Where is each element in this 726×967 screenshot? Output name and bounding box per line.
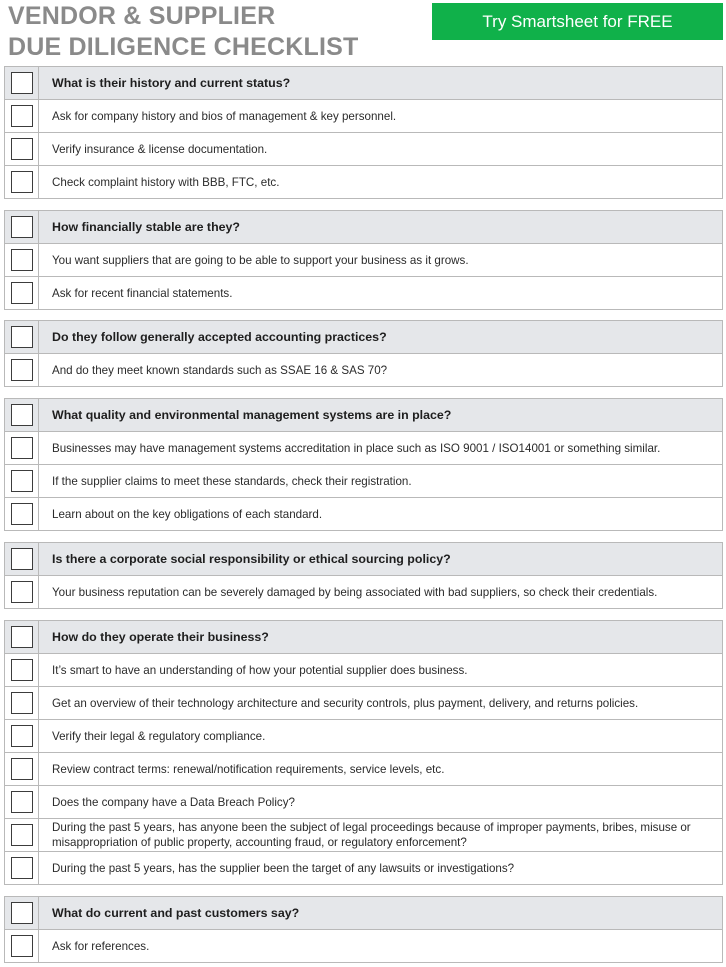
title-line-2: DUE DILIGENCE CHECKLIST [8,33,359,61]
checkbox[interactable] [11,791,33,813]
item-text: Businesses may have management systems accreditation in place such as ISO 9001 / ISO14001 or something similar. [52,441,661,455]
checkbox-cell [5,654,39,686]
checkbox[interactable] [11,72,33,94]
checklist-item [4,930,723,963]
item-text: Verify insurance & license documentation. [52,142,268,156]
checklist-item [4,720,723,753]
section-heading: What is their history and current status? [52,75,291,90]
checkbox-cell [5,432,39,464]
checklist-section [4,320,723,387]
section-heading: How financially stable are they? [52,219,240,234]
checkbox[interactable] [11,326,33,348]
item-text: And do they meet known standards such as SSAE 16 & SAS 70? [52,363,388,377]
checkbox[interactable] [11,692,33,714]
checklist-item [4,465,723,498]
item-text: Ask for recent financial statements. [52,286,233,300]
checklist-item [4,576,723,609]
section-heading-row [4,621,723,654]
header [0,0,726,62]
item-text: Verify their legal & regulatory compliance. [52,729,266,743]
section-heading: What do current and past customers say? [52,905,300,920]
checkbox-cell [5,687,39,719]
checkbox[interactable] [11,404,33,426]
item-text: Check complaint history with BBB, FTC, etc. [52,175,280,189]
checkbox[interactable] [11,725,33,747]
checkbox[interactable] [11,659,33,681]
checklist-section [4,542,723,609]
checklist-item [4,354,723,387]
item-text: During the past 5 years, has anyone been the subject of legal proceedings because of improper payments, bribes, misuse or misappropriation of public property, accounting fraud, or regulatory enforcement? [52,821,691,849]
checkbox-cell [5,753,39,785]
checklist-item [4,687,723,720]
checkbox-cell [5,576,39,608]
checklist-item [4,819,723,852]
section-heading-row [4,67,723,100]
checkbox-cell [5,498,39,530]
item-text: Review contract terms: renewal/notification requirements, service levels, etc. [52,762,445,776]
checklist-item [4,133,723,166]
checkbox-cell [5,277,39,309]
section-heading: How do they operate their business? [52,629,269,644]
checkbox-cell [5,399,39,431]
checkbox[interactable] [11,824,33,846]
page-title [8,1,358,63]
try-smartsheet-button[interactable]: Try Smartsheet for FREE [432,3,723,40]
checkbox-cell [5,852,39,884]
section-heading-row [4,399,723,432]
section-heading-row [4,897,723,930]
checkbox[interactable] [11,437,33,459]
section-heading-row [4,543,723,576]
item-text: You want suppliers that are going to be able to support your business as it grows. [52,253,469,267]
checkbox-cell [5,897,39,929]
checklist-section [4,66,723,199]
section-heading: What quality and environmental management systems are in place? [52,407,452,422]
checkbox[interactable] [11,359,33,381]
checkbox-cell [5,100,39,132]
checkbox-cell [5,321,39,353]
checkbox-cell [5,67,39,99]
checkbox-cell [5,819,39,851]
checkbox[interactable] [11,626,33,648]
checkbox[interactable] [11,581,33,603]
checkbox-cell [5,354,39,386]
section-heading-row [4,211,723,244]
checklist-section [4,398,723,531]
checkbox-cell [5,621,39,653]
checkbox[interactable] [11,902,33,924]
item-text: If the supplier claims to meet these standards, check their registration. [52,474,412,488]
checkbox[interactable] [11,470,33,492]
section-heading: Is there a corporate social responsibility or ethical sourcing policy? [52,551,451,566]
checkbox-cell [5,133,39,165]
checkbox[interactable] [11,138,33,160]
checkbox[interactable] [11,548,33,570]
item-text: Get an overview of their technology architecture and security controls, plus payment, delivery, and returns policies. [52,696,639,710]
checklist-section [4,620,723,885]
checkbox[interactable] [11,105,33,127]
checkbox-cell [5,166,39,198]
checklist-item [4,786,723,819]
checkbox[interactable] [11,503,33,525]
checkbox-cell [5,786,39,818]
checkbox[interactable] [11,857,33,879]
item-text: Learn about on the key obligations of each standard. [52,507,323,521]
checkbox-cell [5,244,39,276]
checklist-item [4,244,723,277]
checklist-item [4,100,723,133]
checkbox[interactable] [11,171,33,193]
item-text: Ask for company history and bios of management & key personnel. [52,109,397,123]
checklist-section [4,210,723,310]
checklist-item [4,277,723,310]
item-text: It’s smart to have an understanding of how your potential supplier does business. [52,663,468,677]
checkbox[interactable] [11,216,33,238]
checklist-item [4,432,723,465]
checklist [4,66,723,967]
checkbox-cell [5,720,39,752]
checkbox[interactable] [11,249,33,271]
checkbox-cell [5,211,39,243]
item-text: During the past 5 years, has the supplier been the target of any lawsuits or investigations? [52,861,515,875]
checkbox-cell [5,543,39,575]
section-heading-row [4,321,723,354]
checkbox[interactable] [11,758,33,780]
checklist-section [4,896,723,963]
item-text: Ask for references. [52,939,150,953]
title-line-1: VENDOR & SUPPLIER [8,2,276,30]
checklist-item [4,166,723,199]
checkbox-cell [5,465,39,497]
checklist-item [4,498,723,531]
section-heading: Do they follow generally accepted accounting practices? [52,329,387,344]
checkbox[interactable] [11,935,33,957]
item-text: Does the company have a Data Breach Policy? [52,795,295,809]
item-text: Your business reputation can be severely damaged by being associated with bad suppliers, so check their credentials. [52,585,658,599]
checklist-item [4,753,723,786]
checklist-item [4,852,723,885]
checklist-item [4,654,723,687]
checkbox-cell [5,930,39,962]
checkbox[interactable] [11,282,33,304]
